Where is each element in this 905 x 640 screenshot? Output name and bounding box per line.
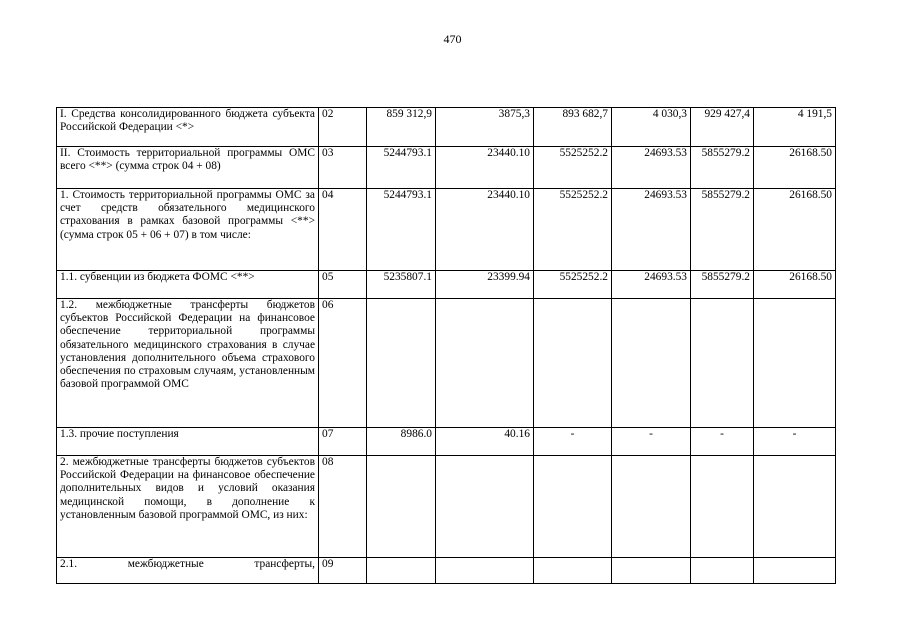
value-cell <box>691 299 754 428</box>
value-cell: 4 030,3 <box>612 108 691 147</box>
value-cell: 5855279.2 <box>691 271 754 299</box>
value-cell: 5244793.1 <box>367 147 436 189</box>
row-description: 2.1. межбюджетные трансферты, <box>57 558 319 584</box>
value-cell <box>691 558 754 584</box>
row-description: 1.1. субвенции из бюджета ФОМС <**> <box>57 271 319 299</box>
row-code: 06 <box>319 299 367 428</box>
value-cell <box>534 299 612 428</box>
value-cell <box>436 456 534 558</box>
value-cell: 26168.50 <box>754 189 836 271</box>
row-description: I. Средства консолидированного бюджета субъекта Российской Федерации <*> <box>57 108 319 147</box>
value-cell: 26168.50 <box>754 147 836 189</box>
value-cell: - <box>534 428 612 456</box>
value-cell: 5525252.2 <box>534 189 612 271</box>
row-code: 04 <box>319 189 367 271</box>
row-code: 07 <box>319 428 367 456</box>
row-code: 08 <box>319 456 367 558</box>
value-cell: - <box>691 428 754 456</box>
value-cell: 5244793.1 <box>367 189 436 271</box>
value-cell: 893 682,7 <box>534 108 612 147</box>
row-description: 1. Стоимость территориальной программы ОМС за счет средств обязательного медицинского страхования в рамках базовой программы <**> (сумма строк 05 + 06 + 07) в том числе: <box>57 189 319 271</box>
row-code: 02 <box>319 108 367 147</box>
value-cell: 3875,3 <box>436 108 534 147</box>
row-description: 2. межбюджетные трансферты бюджетов субъектов Российской Федерации на финансовое обеспечение дополнительных видов и условий оказания медицинской помощи, в дополнение к установленным базовой программой ОМС, из них: <box>57 456 319 558</box>
value-cell <box>367 299 436 428</box>
table-row <box>57 108 836 147</box>
budget-table <box>56 107 836 584</box>
table-row <box>57 271 836 299</box>
value-cell: 5525252.2 <box>534 147 612 189</box>
value-cell: 5525252.2 <box>534 271 612 299</box>
value-cell <box>367 558 436 584</box>
row-description: II. Стоимость территориальной программы ОМС всего <**> (сумма строк 04 + 08) <box>57 147 319 189</box>
value-cell <box>754 456 836 558</box>
value-cell <box>754 299 836 428</box>
value-cell: 8986.0 <box>367 428 436 456</box>
value-cell: 24693.53 <box>612 271 691 299</box>
value-cell <box>436 558 534 584</box>
value-cell: 23440.10 <box>436 147 534 189</box>
table-row <box>57 428 836 456</box>
value-cell: 4 191,5 <box>754 108 836 147</box>
value-cell <box>691 456 754 558</box>
value-cell: 40.16 <box>436 428 534 456</box>
value-cell: - <box>754 428 836 456</box>
value-cell: 929 427,4 <box>691 108 754 147</box>
value-cell: 5235807.1 <box>367 271 436 299</box>
value-cell: - <box>612 428 691 456</box>
row-description: 1.2. межбюджетные трансферты бюджетов субъектов Российской Федерации на финансовое обеспечение территориальной программы обязательного медицинского страхования в случае установления дополнительного объема страхового обеспечения по страховым случаям, установленным базовой программой ОМС <box>57 299 319 428</box>
table-row <box>57 299 836 428</box>
row-code: 03 <box>319 147 367 189</box>
value-cell: 5855279.2 <box>691 189 754 271</box>
value-cell <box>754 558 836 584</box>
row-code: 09 <box>319 558 367 584</box>
value-cell <box>612 558 691 584</box>
value-cell: 24693.53 <box>612 147 691 189</box>
value-cell <box>367 456 436 558</box>
page-number: 470 <box>443 32 462 46</box>
value-cell <box>534 456 612 558</box>
value-cell <box>612 299 691 428</box>
value-cell: 23440.10 <box>436 189 534 271</box>
value-cell: 26168.50 <box>754 271 836 299</box>
table-row <box>57 456 836 558</box>
value-cell <box>534 558 612 584</box>
value-cell: 23399.94 <box>436 271 534 299</box>
value-cell: 5855279.2 <box>691 147 754 189</box>
value-cell <box>612 456 691 558</box>
table-row <box>57 189 836 271</box>
table-row <box>57 147 836 189</box>
row-description: 1.3. прочие поступления <box>57 428 319 456</box>
value-cell <box>436 299 534 428</box>
row-code: 05 <box>319 271 367 299</box>
value-cell: 24693.53 <box>612 189 691 271</box>
table-row <box>57 558 836 584</box>
value-cell: 859 312,9 <box>367 108 436 147</box>
